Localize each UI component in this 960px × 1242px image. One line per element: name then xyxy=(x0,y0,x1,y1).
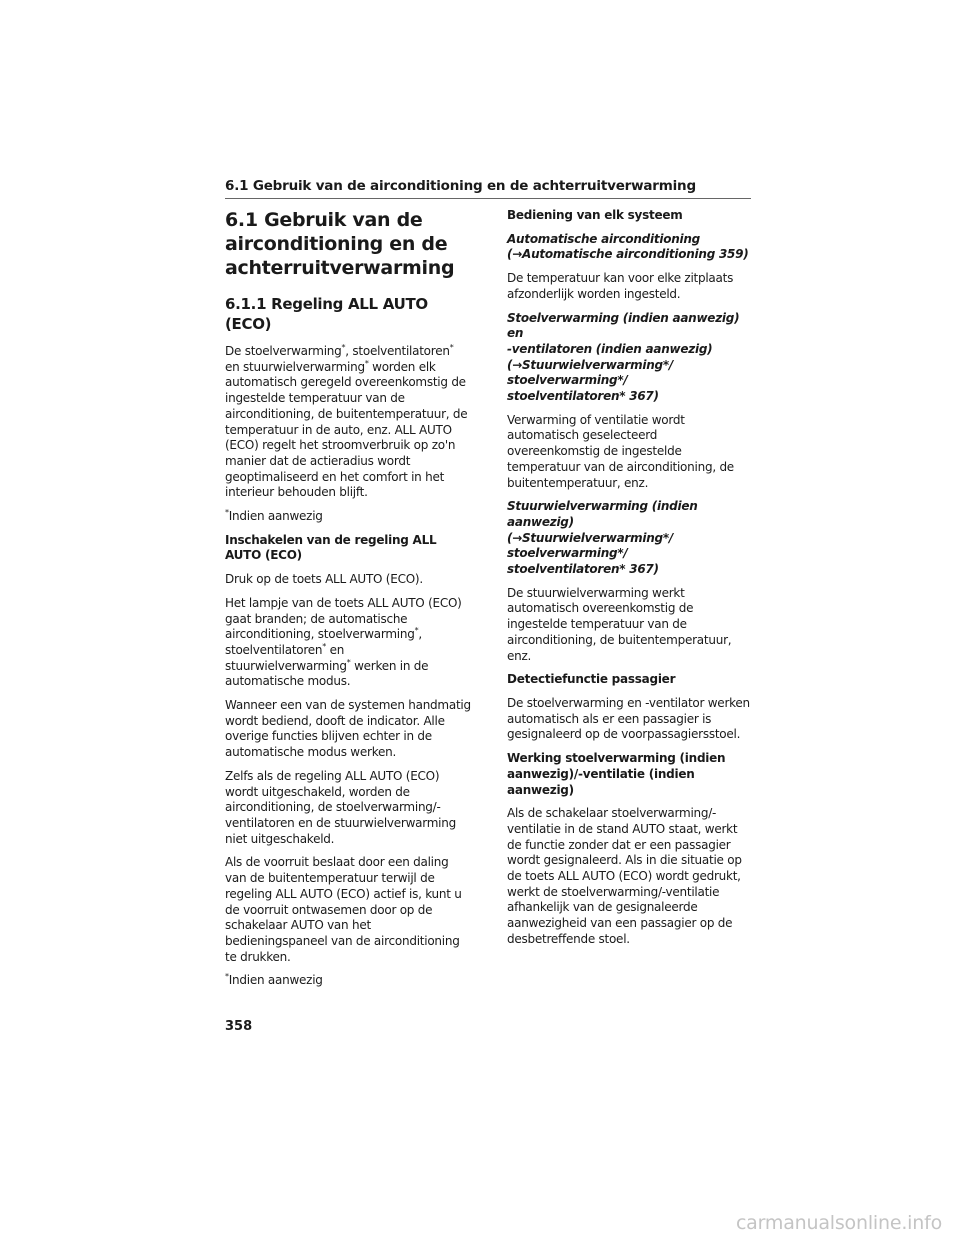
watermark: carmanualsonline.info xyxy=(735,1212,942,1234)
page-number: 358 xyxy=(225,1019,253,1034)
subheading-systems: Bediening van elk systeem xyxy=(507,208,683,222)
paragraph-operation: Als de schakelaar stoelverwarming/-ventilatie in de stand AUTO staat, werkt de functie zonder dat er een passagier wordt gesignaleerd. Als in die situatie op de toets ALL AUTO (ECO) wordt gedrukt, werkt de stoelverwarming/-ventilatie afhankelijk van de gesignaleerde aanwezigheid van een passagier op de desbetreffende stoel. xyxy=(507,806,742,946)
subheading-enable: Inschakelen van de regeling ALL AUTO (ECO) xyxy=(225,532,437,563)
paragraph-wheel-heating: De stuurwielverwarming werkt automatisch overeenkomstig de ingestelde temperatuur van de airconditioning, de buitentemperatuur, enz. xyxy=(507,585,732,663)
paragraph-off: Zelfs als de regeling ALL AUTO (ECO) wordt uitgeschakeld, worden de airconditioning, de stoelverwarming/-ventilatoren en de stuurwielverwarming niet uitgeschakeld. xyxy=(225,768,456,846)
subsection-title: 6.1.1 Regeling ALL AUTO (ECO) xyxy=(225,295,428,333)
section-title: 6.1 Gebruik van de airconditioning en de achterruitverwarming xyxy=(225,209,455,279)
reference-seat-heating: Stoelverwarming (indien aanwezig) en -ventilatoren (indien aanwezig) (→Stuurwielverwarming*/ stoelverwarming*/ stoelventilatoren* 367) xyxy=(507,310,740,404)
subheading-operation: Werking stoelverwarming (indien aanwezig)/-ventilatie (indien aanwezig) xyxy=(507,751,726,797)
right-column xyxy=(507,208,753,956)
paragraph-seat-heating: Verwarming of ventilatie wordt automatisch geselecteerd overeenkomstig de ingestelde temperatuur van de airconditioning, de buitentemperatuur, enz. xyxy=(507,412,734,490)
reference-wheel-heating: Stuurwielverwarming (indien aanwezig) (→Stuurwielverwarming*/ stoelverwarming*/ stoelventilatoren* 367) xyxy=(507,499,698,577)
reference-auto-ac: Automatische airconditioning (→Automatische airconditioning 359) xyxy=(507,231,749,262)
paragraph-detection: De stoelverwarming en -ventilator werken automatisch als er een passagier is gesignaleerd op de voorpassagiersstoel. xyxy=(507,695,750,742)
subheading-detection: Detectiefunctie passagier xyxy=(507,672,676,687)
paragraph-indicator: Het lampje van de toets ALL AUTO (ECO) gaat branden; de automatische airconditioning, stoelverwarming*, stoelventilatoren* en stuurwielverwarming* werken in de automatische modus. xyxy=(225,595,462,689)
intro-paragraph: De stoelverwarming*, stoelventilatoren* en stuurwielverwarming* worden elk automatisch geregeld overeenkomstig de ingestelde temperatuur van de airconditioning, de buitentemperatuur, de temperatuur in de auto, enz. ALL AUTO (ECO) regelt het stroomverbruik op zo'n manier dat de actieradius wordt geoptimaliseerd en het comfort in het interieur behouden blijft. xyxy=(225,343,468,500)
paragraph-manual: Wanneer een van de systemen handmatig wordt bediend, dooft de indicator. Alle overige functies blijven echter in de automatische modus werken. xyxy=(225,698,471,760)
paragraph-temperature: De temperatuur kan voor elke zitplaats afzonderlijk worden ingesteld. xyxy=(507,271,734,301)
paragraph-defog: Als de voorruit beslaat door een daling van de buitentemperatuur terwijl de regeling ALL AUTO (ECO) actief is, kunt u de voorruit ontwasemen door op de schakelaar AUTO van het bedieningspaneel van de airconditioning te drukken. xyxy=(225,855,462,964)
footnote: *Indien aanwezig xyxy=(225,508,323,524)
paragraph-press: Druk op de toets ALL AUTO (ECO). xyxy=(225,572,423,587)
left-column xyxy=(225,208,471,997)
footnote-2: *Indien aanwezig xyxy=(225,972,323,988)
running-header: 6.1 Gebruik van de airconditioning en de achterruitverwarming xyxy=(225,178,751,199)
